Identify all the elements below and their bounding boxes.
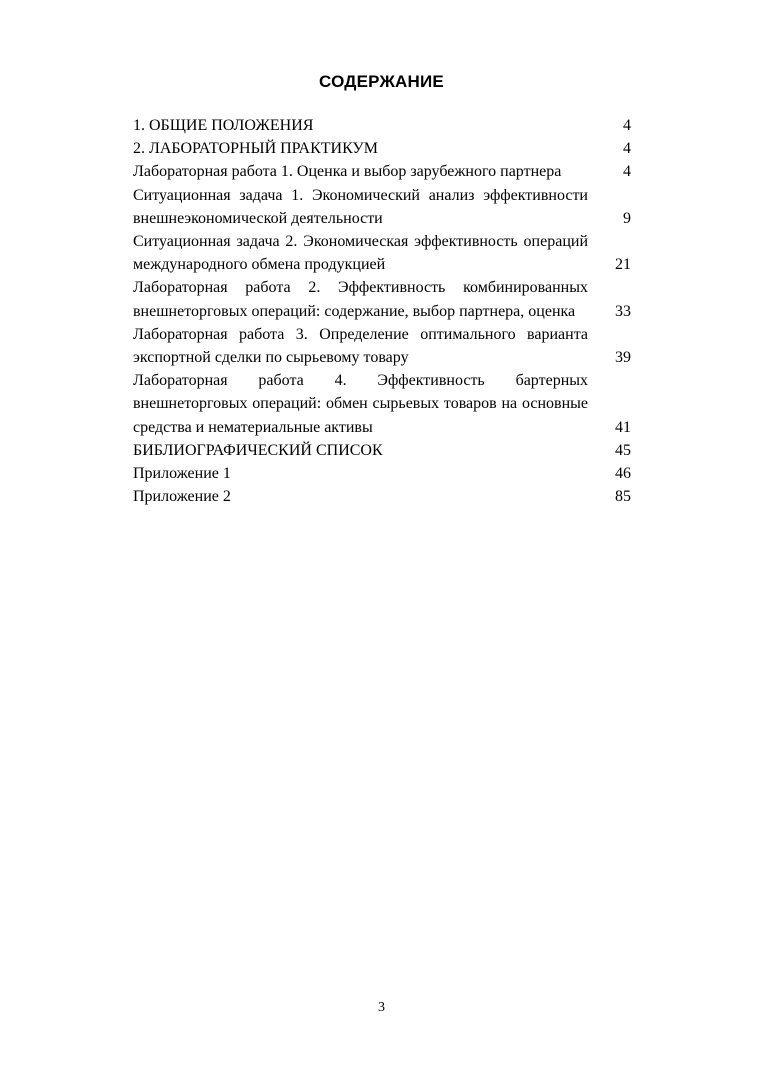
toc-entry-page: 39 [615, 349, 631, 367]
toc-entry-text: Ситуационная задача 1. Экономический анализ эффективности внешнеэкономической деятельности [133, 186, 588, 227]
toc-entry-text: Приложение 2 [133, 488, 231, 506]
toc-entry-case-task-2[interactable] [133, 230, 631, 276]
toc-entry-lab-work-3[interactable] [133, 323, 631, 369]
toc-entry-appendix-2[interactable] [133, 485, 631, 508]
page-number: 3 [378, 1000, 385, 1015]
toc-entry-page: 46 [615, 465, 631, 483]
toc-entry-text: Лабораторная работа 1. Оценка и выбор зарубежного партнера [133, 163, 562, 181]
toc-entry-bibliography[interactable] [133, 439, 631, 462]
toc-entry-text: Приложение 1 [133, 465, 231, 483]
toc-entry-general-provisions[interactable] [133, 114, 631, 137]
toc-entry-page: 85 [615, 488, 631, 506]
toc-entry-page: 4 [623, 117, 631, 134]
toc-entry-page: 21 [615, 256, 631, 274]
toc-entry-lab-work-4[interactable] [133, 369, 631, 439]
page-title: СОДЕРЖАНИЕ [319, 72, 444, 91]
toc-entry-page: 4 [623, 140, 631, 158]
toc-entry-page: 4 [623, 163, 631, 181]
toc-entry-case-task-1[interactable] [133, 184, 631, 230]
toc-entry-lab-work-2[interactable] [133, 276, 631, 322]
toc-entry-lab-practicum[interactable] [133, 137, 631, 160]
toc-entry-page: 45 [615, 441, 631, 459]
toc-entry-page: 41 [615, 418, 631, 436]
toc-entry-text: 1. ОБЩИЕ ПОЛОЖЕНИЯ [133, 117, 314, 134]
toc-entry-page: 33 [615, 302, 631, 320]
toc-entry-text: БИБЛИОГРАФИЧЕСКИЙ СПИСОК [133, 441, 383, 459]
toc-entry-page: 9 [623, 209, 631, 227]
toc-entry-text: 2. ЛАБОРАТОРНЫЙ ПРАКТИКУМ [133, 140, 378, 158]
table-of-contents [133, 114, 631, 508]
toc-entry-text: Лабораторная работа 4. Эффективность бартерных внешнеторговых операций: обмен сырьевых товаров на основные средства и нематериальные активы [133, 372, 588, 436]
toc-entry-text: Лабораторная работа 3. Определение оптимального варианта экспортной сделки по сырьевому товару [133, 325, 588, 367]
toc-entry-lab-work-1[interactable] [133, 160, 631, 183]
toc-entry-appendix-1[interactable] [133, 462, 631, 485]
toc-entry-text: Ситуационная задача 2. Экономическая эффективность операций международного обмена продукцией [133, 233, 588, 274]
toc-entry-text: Лабораторная работа 2. Эффективность комбинированных внешнеторговых операций: содержание, выбор партнера, оценка [133, 279, 588, 320]
